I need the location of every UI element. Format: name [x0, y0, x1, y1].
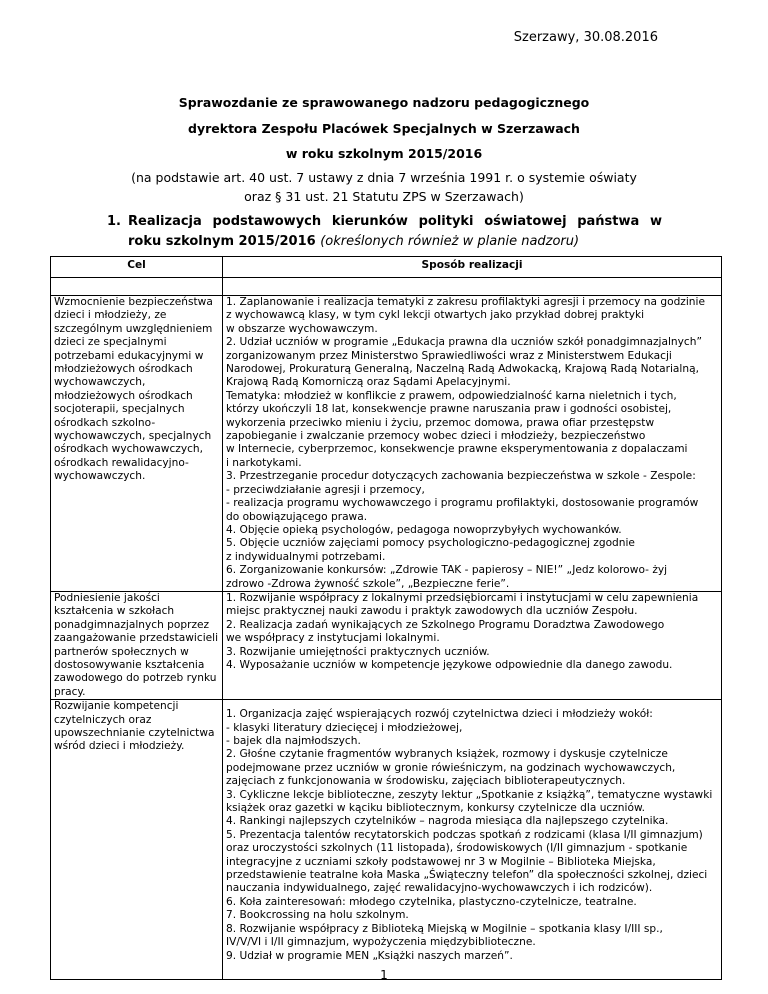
method-line: - klasyki literatury dziecięcej i młodzieżowej,: [226, 721, 463, 734]
method-line: z wychowawcą klasy, w tym cykl lekcji otwartych jako przykład dobrej praktyki: [226, 309, 645, 322]
method-line: - realizacja programu wychowawczego i programu profilaktyki, dostosowanie programów: [226, 497, 699, 510]
method-line: w Internecie, cyberprzemoc, konsekwencje prawne eksperymentowania z dopalaczami: [226, 443, 688, 456]
plan-table: [50, 256, 722, 980]
method-cell: [223, 700, 722, 980]
method-line: 2. Udział uczniów w programie „Edukacja prawna dla uczniów szkół ponadgimnazjalnych”: [226, 336, 702, 349]
section-title-italic: (określonych również w planie nadzoru): [320, 234, 580, 249]
goal-cell: Podniesienie jakości kształcenia w szkołach ponadgimnazjalnych poprzez zaangażowanie przedstawicieli partnerów społecznych w dostosowywanie kształcenia zawodowego do potrzeb rynku pracy.: [51, 591, 223, 699]
method-line: 7. Bookcrossing na holu szkolnym.: [226, 909, 409, 922]
method-line: książek oraz gazetki w kąciku bibliotecznym, konkursy czytelnicze dla uczniów.: [226, 802, 646, 815]
section-title-text: Realizacja podstawowych kierunków polityki oświatowej państwa w roku szkolnym 2015/2016: [128, 214, 662, 249]
title-line-1: Sprawozdanie ze sprawowanego nadzoru pedagogicznego: [178, 95, 590, 110]
method-line: 6. Zorganizowanie konkursów: „Zdrowie TAK - papierosy – NIE!” „Jedz kolorowo- żyj: [226, 564, 668, 577]
method-line: podejmowane przez uczniów w gronie rówieśniczym, na godzinach wychowawczych,: [226, 761, 676, 774]
table-header-row: [51, 257, 722, 278]
method-line: zajęciach z funkcjonowania w środowisku, zajęciach biblioterapeutycznych.: [226, 775, 626, 788]
method-line: 1. Rozwijanie współpracy z lokalnymi przedsiębiorcami i instytucjami w celu zapewnienia: [226, 591, 699, 604]
method-line: 9. Udział w programie MEN „Książki naszych marzeń”.: [226, 949, 513, 962]
method-line: wykorzenia przeciwko mieniu i życiu, przemoc domowa, prawa ofiar przestępstw: [226, 416, 655, 429]
method-line: 2. Realizacja zadań wynikających ze Szkolnego Programu Doradztwa Zawodowego: [226, 618, 665, 631]
method-line: miejsc praktycznej nauki zawodu i praktyk zawodowych dla uczniów Zespołu.: [226, 605, 638, 618]
method-line: zdrowo -Zdrowa żywność szkole”, „Bezpieczne ferie”.: [226, 577, 510, 590]
subtitle-line-2: oraz § 31 ust. 21 Statutu ZPS w Szerzawach): [244, 189, 524, 204]
page-number: 1: [380, 968, 388, 982]
method-line: Krajową Radą Komorniczą oraz Sądami Apelacyjnymi.: [226, 376, 511, 389]
table-row: [51, 700, 722, 980]
col-header-goal: Cel: [51, 257, 223, 278]
method-line: oraz uroczystości szkolnych (11 listopada), środowiskowych (I/II gimnazjum - spotkanie: [226, 842, 688, 855]
method-line: 3. Przestrzeganie procedur dotyczących zachowania bezpieczeństwa w szkole - Zespole:: [226, 470, 696, 483]
method-line: Narodowej, Prokuraturą Generalną, Naczelną Radą Adwokacką, Krajową Radą Notarialną,: [226, 363, 699, 376]
place-date: Szerzawy, 30.08.2016: [513, 30, 658, 45]
method-line: 8. Rozwijanie współpracy z Biblioteką Miejską w Mogilnie – spotkania klasy I/III sp.,: [226, 922, 663, 935]
method-line: 2. Głośne czytanie fragmentów wybranych książek, rozmowy i dyskusje czytelnicze: [226, 748, 668, 761]
method-line: 4. Objęcie opieką psychologów, pedagoga nowoprzybyłych wychowanków.: [226, 523, 622, 536]
method-line: i narkotykami.: [226, 456, 302, 469]
method-line: 4. Rankingi najlepszych czytelników – nagroda miesiąca dla najlepszego czytelnika.: [226, 815, 669, 828]
method-line: integracyjne z uczniami szkoły podstawowej nr 3 w Mogilnie – Biblioteka Miejska,: [226, 855, 656, 868]
spacer-cell: [51, 278, 223, 296]
method-line: - bajek dla najmłodszych.: [226, 735, 361, 747]
method-line: we współpracy z instytucjami lokalnymi.: [226, 632, 440, 645]
method-line: 3. Rozwijanie umiejętności praktycznych uczniów.: [226, 645, 490, 658]
spacer-cell: [223, 278, 722, 296]
section-heading: [107, 212, 662, 252]
method-line: 5. Prezentacja talentów recytatorskich podczas spotkań z rodzicami (klasa I/II gimnazjum): [226, 828, 703, 841]
method-line: 5. Objęcie uczniów zajęciami pomocy psychologiczno-pedagogicznej zgodnie: [226, 537, 635, 550]
method-line: nauczania indywidualnego, zajęć rewalidacyjno-wychowawczych i ich rodziców).: [226, 882, 653, 895]
method-line: zorganizowanym przez Ministerstwo Sprawiedliwości wraz z Ministerstwem Edukacji: [226, 349, 672, 362]
method-line: do obowiązującego prawa.: [226, 510, 368, 523]
method-line: 3. Cykliczne lekcje biblioteczne, zeszyty lektur „Spotkanie z książką”, tematyczne wystawki: [226, 788, 713, 801]
method-line: 4. Wyposażanie uczniów w kompetencje językowe odpowiednie dla danego zawodu.: [226, 658, 673, 671]
method-line: w obszarze wychowawczym.: [226, 322, 378, 335]
table-spacer-row: [51, 278, 722, 296]
goal-cell: Wzmocnienie bezpieczeństwa dzieci i młodzieży, ze szczególnym uwzględnieniem dzieci ze specjalnymi potrzebami edukacyjnymi w młodzieżowych ośrodkach wychowawczych, młodzieżowych ośrodkach socjoterapii, specjalnych ośrodkach szkolno-wychowawczych, specjalnych ośrodkach wychowawczych, ośrodkach rewalidacyjno-wychowawczych.: [51, 296, 223, 592]
title-line-3: w roku szkolnym 2015/2016: [285, 146, 483, 161]
method-line: którzy ukończyli 18 lat, konsekwencje prawne naruszania praw i godności osobistej,: [226, 403, 672, 416]
goal-cell: Rozwijanie kompetencji czytelniczych oraz upowszechnianie czytelnictwa wśród dzieci i młodzieży.: [51, 700, 223, 980]
method-line: 1. Zaplanowanie i realizacja tematyki z zakresu profilaktyki agresji i przemocy na godzinie: [226, 296, 705, 308]
section-title: [107, 212, 662, 252]
table-row: [51, 296, 722, 592]
method-line: 6. Koła zainteresowań: młodego czytelnika, plastyczno-czytelnicze, teatralne.: [226, 895, 637, 908]
method-line: Tematyka: młodzież w konflikcie z prawem, odpowiedzialność karna nieletnich i tych,: [226, 389, 677, 402]
method-line: IV/V/VI i I/II gimnazjum, wypożyczenia międzybiblioteczne.: [226, 936, 536, 949]
method-line: - przeciwdziałanie agresji i przemocy,: [226, 483, 425, 496]
method-line: 1. Organizacja zajęć wspierających rozwój czytelnictwa dzieci i młodzieży wokół:: [226, 708, 653, 721]
table-row: [51, 591, 722, 699]
method-cell: [223, 591, 722, 699]
method-line: zapobieganie i zwalczanie przemocy wobec dzieci i młodzieży, bezpieczeństwo: [226, 430, 646, 443]
section-number: 1.: [107, 214, 121, 229]
method-line: z indywidualnymi potrzebami.: [226, 550, 386, 563]
subtitle-line-1: (na podstawie art. 40 ust. 7 ustawy z dnia 7 września 1991 r. o systemie oświaty: [131, 170, 637, 185]
method-cell: [223, 296, 722, 592]
method-line: przedstawienie teatralne koła Maska „Świąteczny telefon” dla społeczności szkolnej, dzieci: [226, 869, 708, 882]
title-line-2: dyrektora Zespołu Placówek Specjalnych w Szerzawach: [188, 121, 580, 136]
col-header-method: Sposób realizacji: [223, 257, 722, 278]
